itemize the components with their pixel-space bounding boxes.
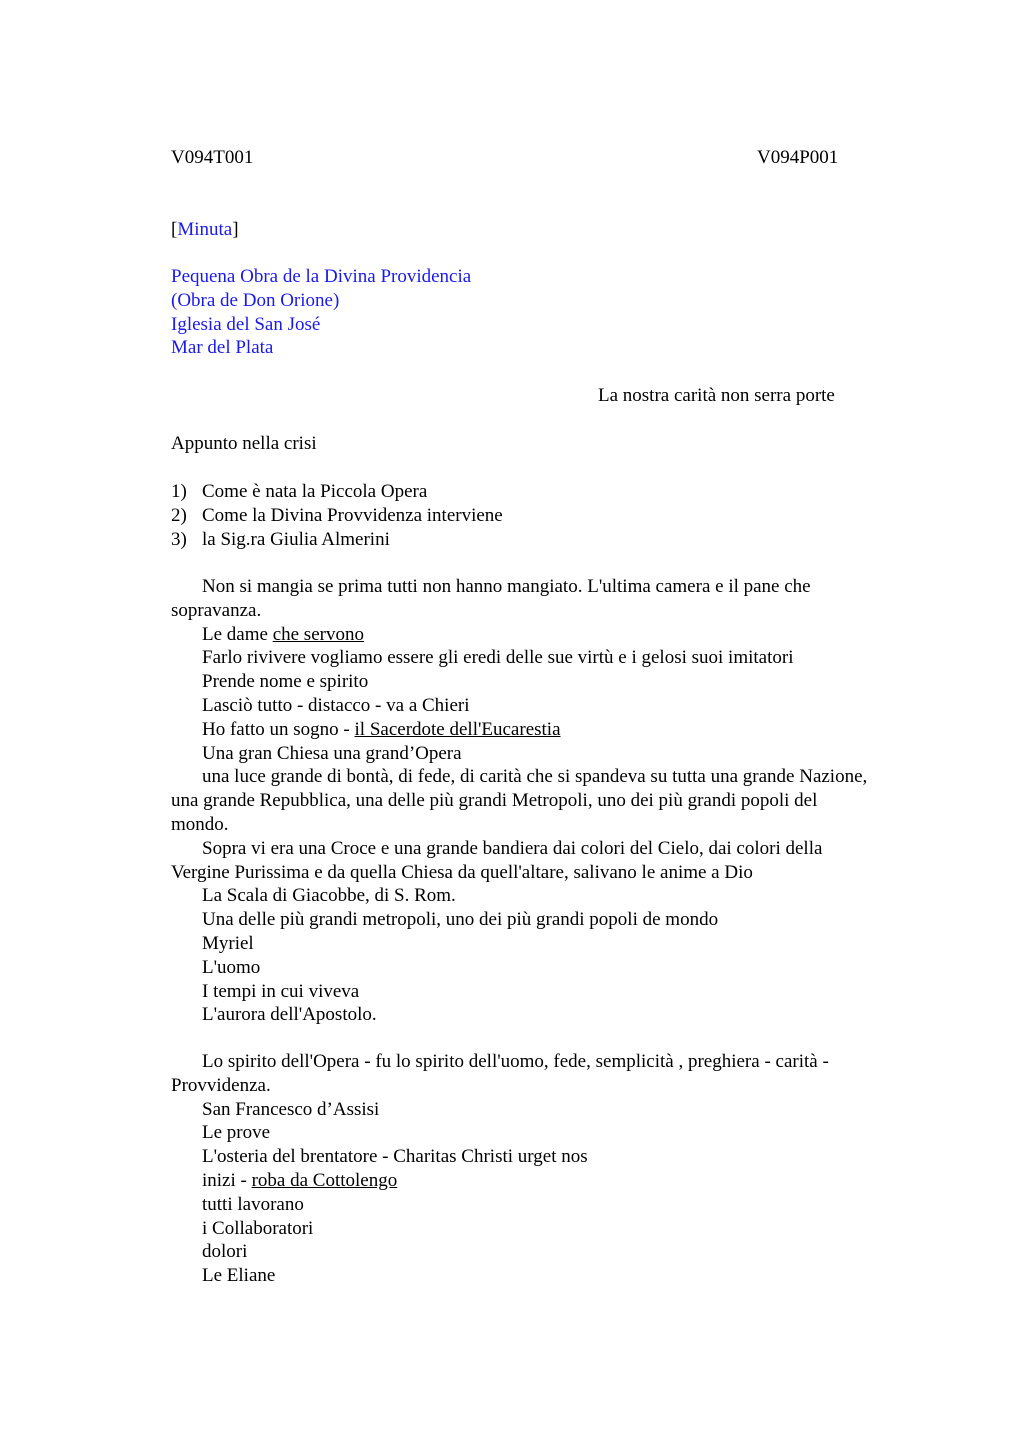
text-line: L'uomo xyxy=(202,956,261,978)
text-line: San Francesco d’Assisi xyxy=(202,1098,380,1120)
text-line: Lasciò tutto - distacco - va a Chieri xyxy=(202,694,470,716)
text-line: mondo. xyxy=(171,813,229,835)
minuta-label xyxy=(171,218,239,242)
text-line: Ho fatto un sogno - il Sacerdote dell'Eucarestia xyxy=(202,718,561,740)
address-line: Pequena Obra de la Divina Providencia xyxy=(171,266,472,287)
text-line: tutti lavorano xyxy=(202,1193,304,1215)
list-item: 2) Come la Divina Provvidenza interviene xyxy=(171,504,503,526)
text-line: Non si mangia se prima tutti non hanno mangiato. L'ultima camera e il pane che xyxy=(202,576,811,597)
text-line: I tempi in cui viveva xyxy=(202,980,360,1002)
list-item: 1) Come è nata la Piccola Opera xyxy=(171,481,428,502)
text-line: L'osteria del brentatore - Charitas Christi urget nos xyxy=(202,1146,588,1168)
text-line: Prende nome e spirito xyxy=(202,671,369,693)
text-line: Lo spirito dell'Opera - fu lo spirito dell'uomo, fede, semplicità , preghiera - carità - xyxy=(202,1051,829,1072)
text-line: Vergine Purissima e da quella Chiesa da quell'altare, salivano le anime a Dio xyxy=(171,861,753,883)
underlined-text: il Sacerdote dell'Eucarestia xyxy=(354,718,561,740)
text-line: inizi - roba da Cottolengo xyxy=(202,1169,398,1191)
notes-block-2 xyxy=(171,1050,931,1288)
close-bracket: ] xyxy=(232,219,239,240)
minuta-link[interactable]: Minuta xyxy=(177,219,233,240)
address-line: (Obra de Don Orione) xyxy=(171,289,340,311)
address-block xyxy=(171,265,471,360)
document-code-left: V094T001 xyxy=(171,147,254,168)
text-line: dolori xyxy=(202,1241,248,1263)
text-line: sopravanza. xyxy=(171,599,262,621)
text-line: una luce grande di bontà, di fede, di carità che si spandeva su tutta una grande Nazione, xyxy=(202,766,868,788)
list-item: 3) la Sig.ra Giulia Almerini xyxy=(171,528,390,550)
text-line: una grande Repubblica, una delle più grandi Metropoli, uno dei più grandi popoli del xyxy=(171,790,818,812)
address-line: Iglesia del San José xyxy=(171,313,321,335)
numbered-list xyxy=(171,480,931,551)
underlined-text: che servono xyxy=(272,623,364,645)
text-line: Una gran Chiesa una grand’Opera xyxy=(202,742,462,764)
text-line: Farlo rivivere vogliamo essere gli eredi delle sue virtù e i gelosi suoi imitatori xyxy=(202,647,794,669)
text-line: Le dame che servono xyxy=(202,623,364,645)
text-line: L'aurora dell'Apostolo. xyxy=(202,1004,377,1026)
motto: La nostra carità non serra porte xyxy=(598,385,835,406)
text-line: Le prove xyxy=(202,1122,271,1144)
text-line: Una delle più grandi metropoli, uno dei più grandi popoli de mondo xyxy=(202,909,719,931)
text-line: Provvidenza. xyxy=(171,1074,271,1096)
notes-block-1 xyxy=(171,575,931,1027)
text-line: Myriel xyxy=(202,932,254,954)
section-title: Appunto nella crisi xyxy=(171,433,317,454)
text-line: Sopra vi era una Croce e una grande bandiera dai colori del Cielo, dai colori della xyxy=(202,837,823,859)
text-line: La Scala di Giacobbe, di S. Rom. xyxy=(202,885,456,907)
text-line: Le Eliane xyxy=(202,1265,276,1287)
document-code-right: V094P001 xyxy=(757,147,839,168)
open-bracket: [ xyxy=(171,219,178,240)
address-line: Mar del Plata xyxy=(171,337,274,359)
underlined-text: roba da Cottolengo xyxy=(251,1169,398,1191)
text-line: i Collaboratori xyxy=(202,1217,314,1239)
